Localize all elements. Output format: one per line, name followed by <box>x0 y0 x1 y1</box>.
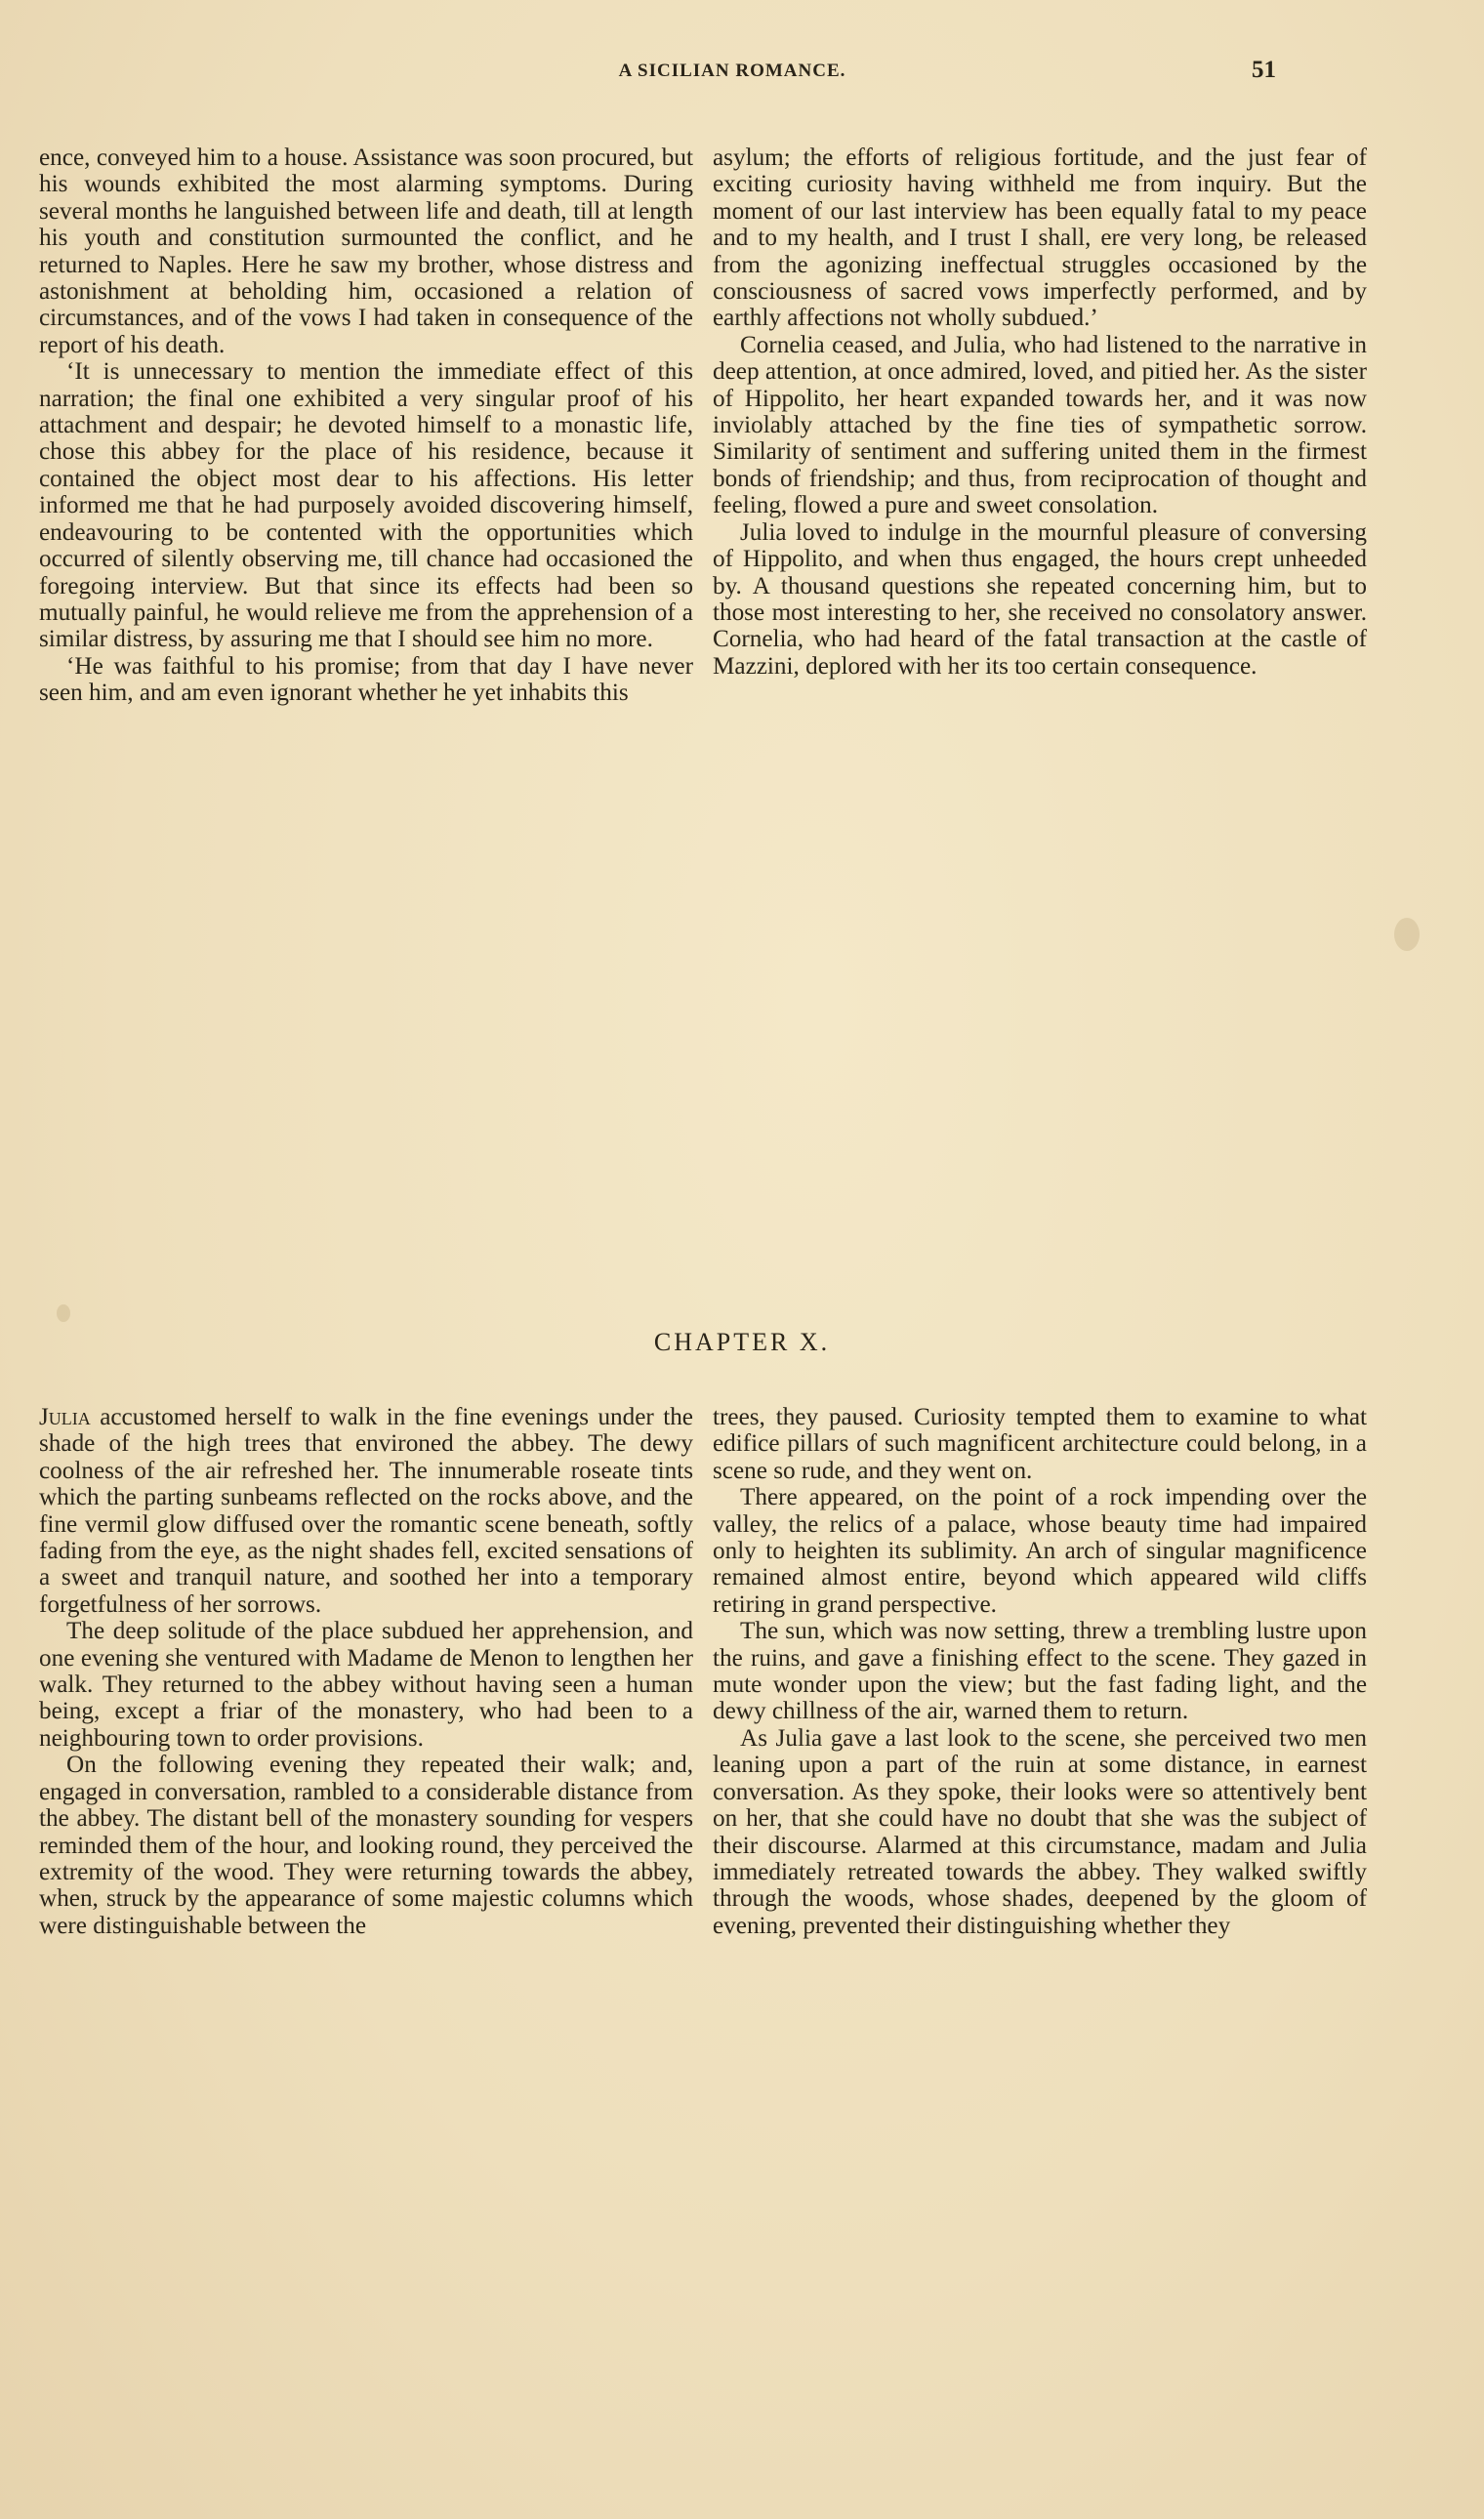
paper-stain <box>57 1304 70 1322</box>
chapter-first-word: Julia <box>39 1404 91 1430</box>
paragraph: The deep solitude of the place subdued her apprehension, and one evening she ventured with Madame de Menon to lengthen her walk. They returned to the abbey without having seen a human being, except a friar of the monastery, who had been to a neighbouring town to order provisions. <box>39 1618 693 1752</box>
paragraph: trees, they paused. Curiosity tempted them to examine to what edifice pillars of such magnificent architecture could belong, in a scene so rude, and they went on. <box>713 1404 1367 1484</box>
paragraph: The sun, which was now setting, threw a trembling lustre upon the ruins, and gave a finishing effect to the scene. They gazed in mute wonder upon the view; but the fast fading light, and the dewy chillness of the air, warned them to return. <box>713 1618 1367 1725</box>
column-top-left <box>39 145 693 707</box>
page-number: 51 <box>1252 57 1276 83</box>
paragraph: ‘It is unnecessary to mention the immediate effect of this narration; the final one exhibited a very singular proof of his attachment and despair; he devoted himself to a monastic life, chose this abbey for the place of his residence, because it contained the object most dear to his affections. His letter informed me that he had purposely avoided discovering himself, endeavouring to be contented with the opportunities which occurred of silently observing me, till chance had occasioned the foregoing interview. But that since its effects had been so mutually painful, he would relieve me from the apprehension of a similar distress, by assuring me that I should see him no more. <box>39 358 693 653</box>
paragraph: Cornelia ceased, and Julia, who had listened to the narrative in deep attention, at once admired, loved, and pitied her. As the sister of Hippolito, her heart expanded towards her, and it was now inviolably attached by the fine ties of sympathetic sorrow. Similarity of sentiment and suffering united them in the firmest bonds of friendship; and thus, from reciprocation of thought and feeling, flowed a pure and sweet consolation. <box>713 331 1367 519</box>
chapter-heading: CHAPTER X. <box>653 1328 831 1356</box>
paragraph: Julia loved to indulge in the mournful pleasure of conversing of Hippolito, and when thus engaged, the hours crept unheeded by. A thousand questions she repeated concerning him, but to those most interesting to her, she received no consolatory answer. Cornelia, who had heard of the fatal transaction at the castle of Mazzini, deplored with her its too certain consequence. <box>713 518 1367 680</box>
column-top-right <box>713 145 1367 680</box>
paragraph: ence, conveyed him to a house. Assistance was soon procured, but his wounds exhibited the most alarming symptoms. During several months he languished between life and death, till at length his youth and constitution surmounted the conflict, and he returned to Naples. Here he saw my brother, whose distress and astonishment at beholding him, occasioned a relation of circumstances, and of the vows I had taken in consequence of the report of his death. <box>39 145 693 358</box>
chapter-first-paragraph-text: accustomed herself to walk in the fine evenings under the shade of the high trees that environed the abbey. The dewy coolness of the air refreshed her. The innumerable roseate tints which the parting sunbeams reflected on the rocks above, and the fine vermil glow diffused over the romantic scene beneath, softly fading from the eye, as the night shades fell, excited sensations of a sweet and tranquil nature, and soothed her into a temporary forgetfulness of her sorrows. <box>39 1404 693 1618</box>
paragraph <box>39 1404 693 1618</box>
paper-stain <box>1394 918 1420 951</box>
paragraph: On the following evening they repeated their walk; and, engaged in conversation, rambled to a considerable distance from the abbey. The distant bell of the monastery sounding for vespers reminded them of the hour, and looking round, they perceived the extremity of the wood. They were returning towards the abbey, when, struck by the appearance of some majestic columns which were distinguishable between the <box>39 1752 693 1939</box>
paragraph: ‘He was faithful to his promise; from that day I have never seen him, and am even ignorant whether he yet inhabits this <box>39 652 693 707</box>
paragraph: There appeared, on the point of a rock impending over the valley, the relics of a palace, whose beauty time had impaired only to heighten its sublimity. An arch of singular magnificence remained almost entire, beyond which appeared wild cliffs retiring in grand perspective. <box>713 1484 1367 1618</box>
column-bottom-right <box>713 1404 1367 1939</box>
running-head: A SICILIAN ROMANCE. <box>618 61 846 81</box>
column-bottom-left <box>39 1404 693 1939</box>
paragraph: asylum; the efforts of religious fortitude, and the just fear of exciting curiosity having withheld me from inquiry. But the moment of our last interview has been equally fatal to my peace and to my health, and I trust I shall, ere very long, be released from the agonizing ineffectual struggles occasioned by the consciousness of sacred vows imperfectly performed, and by earthly affections not wholly subdued.’ <box>713 145 1367 332</box>
paragraph: As Julia gave a last look to the scene, she perceived two men leaning upon a part of the ruin at some distance, in earnest conversation. As they spoke, their looks were so attentively bent on her, that she could have no doubt that she was the subject of their discourse. Alarmed at this circumstance, madam and Julia immediately retreated towards the abbey. They walked swiftly through the woods, whose shades, deepened by the gloom of evening, prevented their distinguishing whether they <box>713 1724 1367 1939</box>
